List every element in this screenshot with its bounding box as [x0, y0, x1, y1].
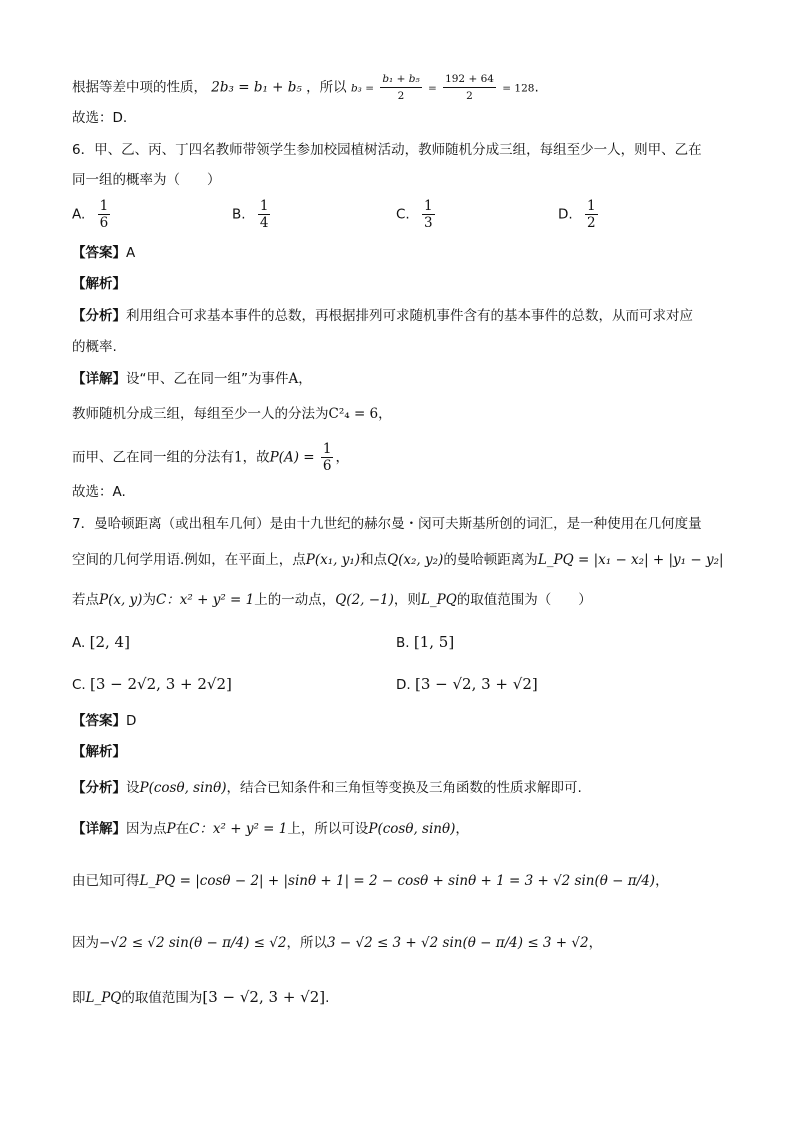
- q6-option-a: A. $\frac{1}{6}$: [72, 198, 109, 231]
- q6-xiangjie-3: 而甲、乙在同一组的分法有1，故P(A) = $\frac{1}{6}$ ，: [72, 441, 349, 474]
- q6-stem-1: 6．甲、乙、丙、丁四名教师带领学生参加校园植树活动，教师随机分成三组，每组至少一人，则甲、乙在: [72, 142, 702, 158]
- q6-choose: 故选：A.: [72, 484, 126, 500]
- q6-xiangjie-2: 教师随机分成三组，每组至少一人的分法为C²₄ = 6，: [72, 406, 392, 422]
- q6-jiexi: 【解析】: [72, 276, 126, 292]
- q7-xiangjie-2: 由已知可得L_PQ = |cosθ − 2| + |sinθ + 1| = 2 − cosθ + sinθ + 1 = 3 + √2 sin(θ − π/4)，: [72, 873, 669, 889]
- q7-stem-2: 空间的几何学用语.例如，在平面上，点P(x₁, y₁)和点Q(x₂, y₂)的曼哈顿距离为L_PQ = |x₁ − x₂| + |y₁ − y₂|: [72, 552, 724, 568]
- q7-answer: 【答案】D: [72, 713, 137, 729]
- q6-option-b: B. $\frac{1}{4}$: [232, 198, 269, 231]
- math-result: = 128: [502, 82, 535, 95]
- q6-answer: 【答案】A: [72, 245, 136, 261]
- text: ，所以: [306, 79, 347, 96]
- q7-xiangjie-4: 即L_PQ的取值范围为[3 − √2, 3 + √2].: [72, 988, 330, 1006]
- q7-option-b: B. [1, 5]: [396, 633, 455, 651]
- q6-fenxi-1: 【分析】利用组合可求基本事件的总数，再根据排列可求随机事件含有的基本事件的总数，从而可求对应: [72, 308, 693, 324]
- q7-option-a: A. [2, 4]: [72, 633, 130, 651]
- equation-line-1: 根据等差中项的性质， 2b₃ = b₁ + b₅ ，所以 b₃ = $\frac{\text{b₁ + b₅}}{2}$ = $\frac{192 + 64}{2}$ = 128.: [72, 73, 539, 102]
- text: 根据等差中项的性质，: [72, 79, 207, 96]
- q7-fenxi: 【分析】设P(cosθ, sinθ)，结合已知条件和三角恒等变换及三角函数的性质求解即可.: [72, 780, 582, 796]
- q7-option-c: C. [3 − 2√2, 3 + 2√2]: [72, 675, 232, 693]
- q6-fenxi-2: 的概率.: [72, 339, 117, 355]
- fraction: $\frac{192 + 64}{2}$: [445, 73, 494, 102]
- q7-xiangjie-3: 因为−√2 ≤ √2 sin(θ − π/4) ≤ √2，所以3 − √2 ≤ 3 + √2 sin(θ − π/4) ≤ 3 + √2，: [72, 935, 603, 951]
- q6-xiangjie-1: 【详解】设“甲、乙在同一组”为事件A，: [72, 371, 312, 387]
- q7-jiexi: 【解析】: [72, 744, 126, 760]
- q7-xiangjie-1: 【详解】因为点P在C：x² + y² = 1上，所以可设P(cosθ, sinθ)，: [72, 821, 469, 837]
- q6-option-c: C. $\frac{1}{3}$: [396, 198, 433, 231]
- fraction: $\frac{\text{b₁ + b₅}}{2}$: [382, 73, 420, 102]
- q6-option-d: D. $\frac{1}{2}$: [558, 198, 596, 231]
- q7-stem-3: 若点P(x, y)为C：x² + y² = 1上的一动点，Q(2, −1)，则L_PQ的取值范围为（ ）: [72, 592, 592, 608]
- q7-option-d: D. [3 − √2, 3 + √2]: [396, 675, 538, 693]
- choose-line: 故选：D.: [72, 110, 128, 126]
- math-eq: 2b₃ = b₁ + b₅: [211, 79, 302, 96]
- q6-stem-2: 同一组的概率为（ ）: [72, 172, 221, 188]
- q7-stem-1: 7．曼哈顿距离（或出租车几何）是由十九世纪的赫尔曼・闵可夫斯基所创的词汇，是一种使用在几何度量: [72, 516, 702, 532]
- math-eq: b₃ =: [350, 82, 375, 95]
